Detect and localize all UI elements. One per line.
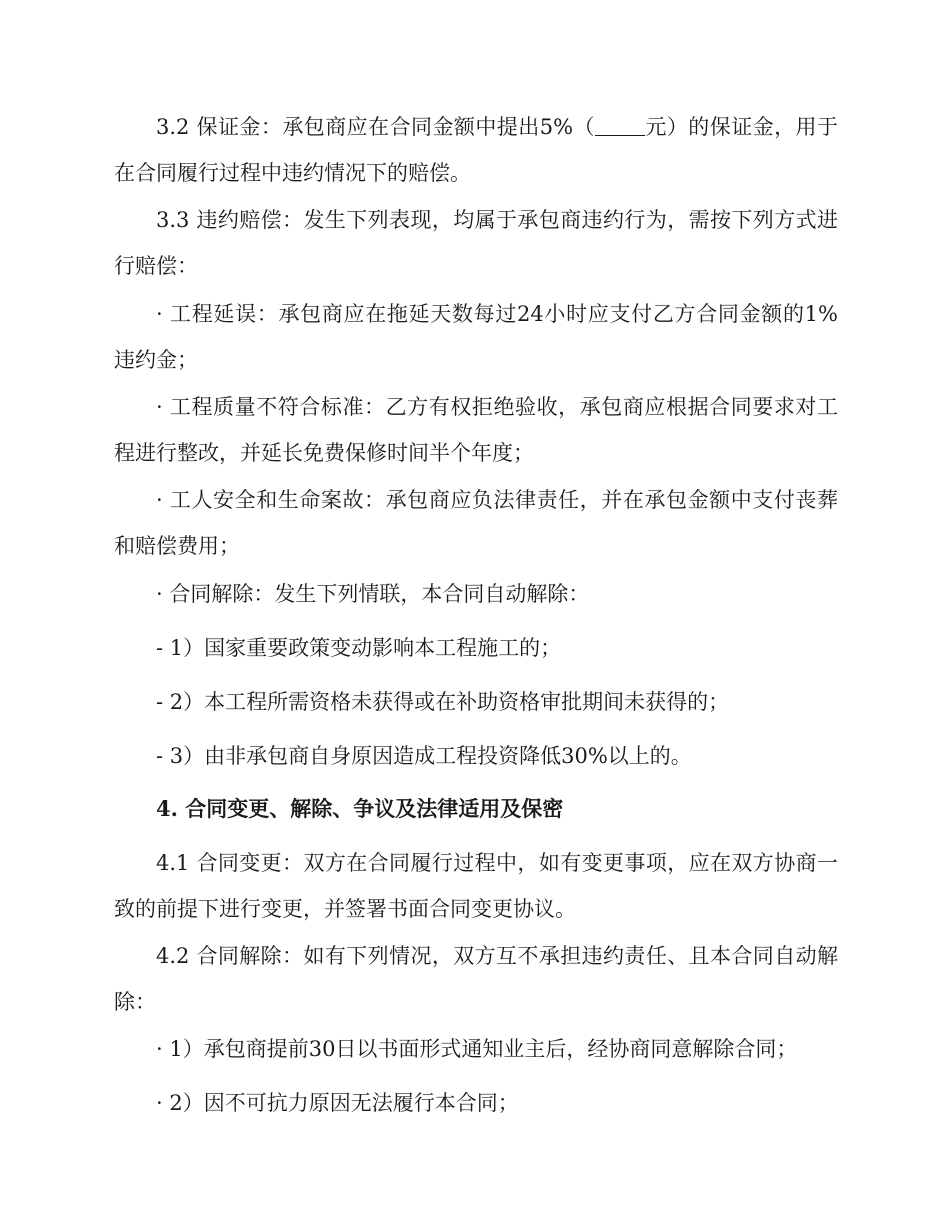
termination-case-2: - 2）本工程所需资格未获得或在补助资格审批期间未获得的；	[156, 690, 730, 714]
clause-3-2-text-a: 3.2 保证金：承包商应在合同金额中提出5%（	[156, 115, 595, 139]
item-quality-nonconformance: · 工程质量不符合标准：乙方有权拒绝验收，承包商应根据合同要求对工程进行整改，并延长免费保修时间半个年度；	[114, 395, 838, 465]
termination-case-1: - 1）国家重要政策变动影响本工程施工的；	[156, 636, 562, 660]
clause-4-1-contract-change: 4.1 合同变更：双方在合同履行过程中，如有变更事项，应在双方协商一致的前提下进行变更，并签署书面合同变更协议。	[114, 851, 838, 921]
clause-3-2-deposit	[114, 104, 838, 196]
termination-case-3: - 3）由非承包商自身原因造成工程投资降低30%以上的。	[156, 744, 692, 768]
clause-3-3-breach-compensation: 3.3 违约赔偿：发生下列表现，均属于承包商违约行为，需按下列方式进行赔偿：	[114, 208, 838, 278]
item-project-delay: · 工程延误：承包商应在拖延天数每过24小时应支付乙方合同金额的1%违约金；	[114, 302, 838, 372]
clause-3-2-text-b: 元）的保证金，用于在合同履行过程中违约情况下的赔偿。	[114, 115, 839, 185]
deposit-amount-blank	[595, 114, 645, 136]
clause-4-2-contract-termination: 4.2 合同解除：如有下列情况，双方互不承担违约责任、且本合同自动解除：	[114, 944, 838, 1014]
termination-item-2: · 2）因不可抗力原因无法履行本合同；	[156, 1091, 519, 1115]
item-worker-safety: · 工人安全和生命案故：承包商应负法律责任，并在承包金额中支付丧葬和赔偿费用；	[114, 488, 838, 558]
section-4-heading: 4. 合同变更、解除、争议及法律适用及保密	[156, 796, 564, 821]
item-contract-termination: · 合同解除：发生下列情联，本合同自动解除：	[156, 582, 590, 606]
termination-item-1: · 1）承包商提前30日以书面形式通知业主后，经协商同意解除合同；	[156, 1037, 798, 1061]
